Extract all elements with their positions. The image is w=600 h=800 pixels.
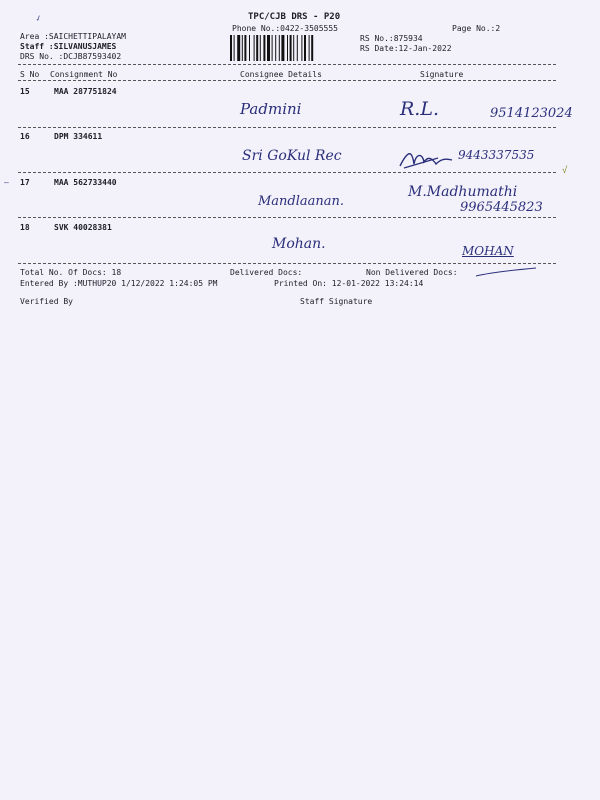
rs-date: RS Date:12-Jan-2022 — [360, 44, 452, 53]
divider — [18, 172, 556, 173]
area: Area :SAICHETTIPALAYAM — [20, 32, 126, 41]
divider — [18, 217, 556, 218]
row-consignee-handwriting: Mohan. — [272, 236, 326, 252]
row-phone-handwriting: 9965445823 — [460, 200, 543, 215]
row-signature-handwriting: R.L. — [400, 98, 440, 120]
non-delivered-docs: Non Delivered Docs: — [366, 268, 458, 277]
row-phone-handwriting: 9443337535 — [458, 148, 535, 162]
divider — [18, 80, 556, 81]
handwritten-mark — [474, 266, 538, 278]
verified-by: Verified By — [20, 297, 73, 306]
delivered-docs: Delivered Docs: — [230, 268, 303, 277]
column-header-consignee: Consignee Details — [240, 70, 322, 79]
rs-number: RS No.:875934 — [360, 34, 423, 43]
column-header-consignment: Consignment No — [50, 70, 118, 79]
staff-signature: Staff Signature — [300, 297, 373, 306]
handwritten-mark: — — [4, 178, 9, 187]
divider — [18, 127, 556, 128]
column-header-signature: Signature — [420, 70, 464, 79]
row-consignee-handwriting: Mandlaanan. — [258, 194, 345, 209]
divider — [18, 64, 556, 65]
row-consignee-handwriting: Padmini — [240, 100, 302, 118]
handwritten-mark: √ — [562, 166, 568, 176]
staff: Staff :SILVANUSJAMES — [20, 42, 117, 51]
signature-scribble — [398, 146, 454, 172]
entered-by: Entered By :MUTHUP20 1/12/2022 1:24:05 PM — [20, 279, 218, 288]
row-phone-handwriting: 9514123024 — [490, 106, 573, 121]
total-docs: Total No. Of Docs: 18 — [20, 268, 122, 277]
row-consignment: SVK 40028381 — [54, 223, 112, 232]
printed-on: Printed On: 12-01-2022 13:24:14 — [274, 279, 424, 288]
row-consignee-handwriting: Sri GoKul Rec — [242, 148, 342, 164]
column-header-sno: S No — [20, 70, 40, 79]
row-signature-handwriting: M.Madhumathi — [408, 184, 518, 200]
row-sno: 15 — [20, 87, 30, 96]
divider — [18, 263, 556, 264]
row-sno: 16 — [20, 132, 30, 141]
row-consignment: MAA 287751824 — [54, 87, 117, 96]
document-title: TPC/CJB DRS - P20 — [248, 12, 341, 22]
drs-number: DRS No. :DCJB87593402 — [20, 52, 122, 61]
row-consignment: DPM 334611 — [54, 132, 103, 141]
row-signature-handwriting: MOHAN — [462, 244, 514, 258]
barcode — [230, 35, 352, 61]
page-number: Page No.:2 — [452, 24, 501, 33]
row-sno: 18 — [20, 223, 30, 232]
phone-number: Phone No.:0422-3505555 — [232, 24, 338, 33]
row-sno: 17 — [20, 178, 30, 187]
row-consignment: MAA 562733440 — [54, 178, 117, 187]
handwritten-mark: ✓ — [34, 13, 43, 25]
